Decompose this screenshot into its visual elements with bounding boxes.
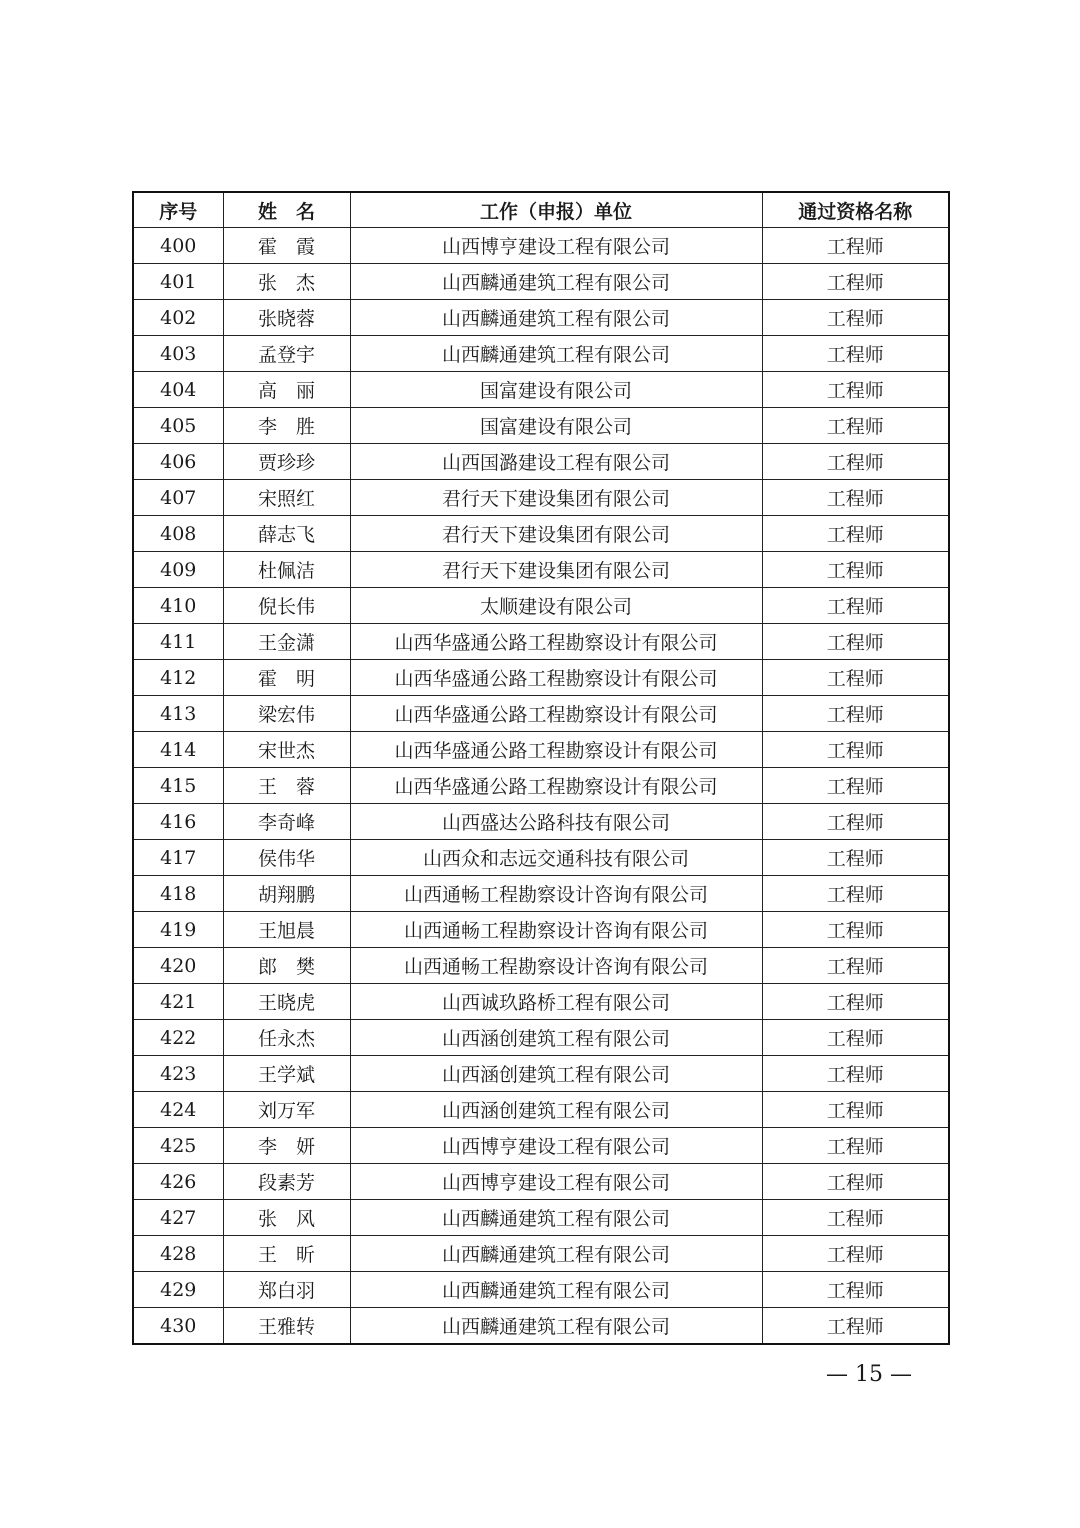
cell-work-unit: 山西涵创建筑工程有限公司 xyxy=(350,1020,762,1056)
cell-name: 王 蓉 xyxy=(223,768,350,804)
cell-work-unit: 山西华盛通公路工程勘察设计有限公司 xyxy=(350,624,762,660)
cell-name: 孟登宇 xyxy=(223,336,350,372)
cell-work-unit: 国富建设有限公司 xyxy=(350,408,762,444)
cell-name: 张 杰 xyxy=(223,264,350,300)
cell-name: 王旭晨 xyxy=(223,912,350,948)
cell-name: 倪长伟 xyxy=(223,588,350,624)
cell-work-unit: 山西麟通建筑工程有限公司 xyxy=(350,1308,762,1345)
table-row xyxy=(133,588,949,624)
cell-qualification: 工程师 xyxy=(762,444,949,480)
cell-work-unit: 山西麟通建筑工程有限公司 xyxy=(350,264,762,300)
cell-qualification: 工程师 xyxy=(762,1128,949,1164)
cell-serial-number: 414 xyxy=(133,732,223,768)
cell-name: 侯伟华 xyxy=(223,840,350,876)
cell-qualification: 工程师 xyxy=(762,372,949,408)
cell-qualification: 工程师 xyxy=(762,1092,949,1128)
cell-work-unit: 君行天下建设集团有限公司 xyxy=(350,552,762,588)
cell-serial-number: 407 xyxy=(133,480,223,516)
cell-work-unit: 山西通畅工程勘察设计咨询有限公司 xyxy=(350,912,762,948)
cell-qualification: 工程师 xyxy=(762,1164,949,1200)
cell-qualification: 工程师 xyxy=(762,228,949,264)
cell-qualification: 工程师 xyxy=(762,1020,949,1056)
cell-serial-number: 401 xyxy=(133,264,223,300)
cell-qualification: 工程师 xyxy=(762,624,949,660)
cell-name: 李 胜 xyxy=(223,408,350,444)
cell-work-unit: 山西盛达公路科技有限公司 xyxy=(350,804,762,840)
cell-serial-number: 427 xyxy=(133,1200,223,1236)
cell-name: 刘万军 xyxy=(223,1092,350,1128)
cell-serial-number: 415 xyxy=(133,768,223,804)
cell-work-unit: 山西博亨建设工程有限公司 xyxy=(350,228,762,264)
cell-qualification: 工程师 xyxy=(762,984,949,1020)
cell-serial-number: 410 xyxy=(133,588,223,624)
cell-qualification: 工程师 xyxy=(762,336,949,372)
table-body xyxy=(133,228,949,1345)
table-row xyxy=(133,408,949,444)
cell-serial-number: 409 xyxy=(133,552,223,588)
cell-work-unit: 山西涵创建筑工程有限公司 xyxy=(350,1092,762,1128)
cell-serial-number: 428 xyxy=(133,1236,223,1272)
cell-work-unit: 山西麟通建筑工程有限公司 xyxy=(350,1272,762,1308)
table-row xyxy=(133,840,949,876)
cell-serial-number: 413 xyxy=(133,696,223,732)
cell-name: 宋世杰 xyxy=(223,732,350,768)
cell-name: 王晓虎 xyxy=(223,984,350,1020)
cell-name: 薛志飞 xyxy=(223,516,350,552)
table-row xyxy=(133,1056,949,1092)
table-row xyxy=(133,336,949,372)
cell-work-unit: 山西国潞建设工程有限公司 xyxy=(350,444,762,480)
cell-work-unit: 国富建设有限公司 xyxy=(350,372,762,408)
cell-work-unit: 太顺建设有限公司 xyxy=(350,588,762,624)
cell-work-unit: 君行天下建设集团有限公司 xyxy=(350,480,762,516)
cell-qualification: 工程师 xyxy=(762,660,949,696)
table-row xyxy=(133,732,949,768)
cell-name: 段素芳 xyxy=(223,1164,350,1200)
table-row xyxy=(133,1272,949,1308)
cell-name: 郎 樊 xyxy=(223,948,350,984)
cell-serial-number: 403 xyxy=(133,336,223,372)
header-work-unit: 工作（申报）单位 xyxy=(350,192,762,228)
table-row xyxy=(133,696,949,732)
cell-serial-number: 430 xyxy=(133,1308,223,1345)
page-number: — 15 — xyxy=(826,1362,912,1387)
cell-qualification: 工程师 xyxy=(762,1056,949,1092)
table-row xyxy=(133,1308,949,1345)
table-row xyxy=(133,516,949,552)
table-row xyxy=(133,444,949,480)
cell-qualification: 工程师 xyxy=(762,1308,949,1345)
cell-name: 任永杰 xyxy=(223,1020,350,1056)
cell-qualification: 工程师 xyxy=(762,840,949,876)
cell-serial-number: 429 xyxy=(133,1272,223,1308)
cell-qualification: 工程师 xyxy=(762,948,949,984)
header-name: 姓 名 xyxy=(223,192,350,228)
cell-qualification: 工程师 xyxy=(762,588,949,624)
cell-qualification: 工程师 xyxy=(762,408,949,444)
qualification-table xyxy=(132,191,950,1345)
cell-work-unit: 山西华盛通公路工程勘察设计有限公司 xyxy=(350,768,762,804)
table-row xyxy=(133,660,949,696)
cell-serial-number: 422 xyxy=(133,1020,223,1056)
table-header-row xyxy=(133,192,949,228)
cell-name: 李奇峰 xyxy=(223,804,350,840)
cell-qualification: 工程师 xyxy=(762,480,949,516)
cell-name: 郑白羽 xyxy=(223,1272,350,1308)
cell-work-unit: 山西麟通建筑工程有限公司 xyxy=(350,336,762,372)
cell-name: 霍 明 xyxy=(223,660,350,696)
cell-work-unit: 山西涵创建筑工程有限公司 xyxy=(350,1056,762,1092)
cell-work-unit: 君行天下建设集团有限公司 xyxy=(350,516,762,552)
cell-qualification: 工程师 xyxy=(762,516,949,552)
cell-qualification: 工程师 xyxy=(762,804,949,840)
header-qualification: 通过资格名称 xyxy=(762,192,949,228)
cell-qualification: 工程师 xyxy=(762,732,949,768)
cell-serial-number: 421 xyxy=(133,984,223,1020)
cell-name: 贾珍珍 xyxy=(223,444,350,480)
cell-qualification: 工程师 xyxy=(762,1200,949,1236)
cell-qualification: 工程师 xyxy=(762,264,949,300)
cell-qualification: 工程师 xyxy=(762,696,949,732)
cell-name: 宋照红 xyxy=(223,480,350,516)
cell-work-unit: 山西诚玖路桥工程有限公司 xyxy=(350,984,762,1020)
cell-work-unit: 山西麟通建筑工程有限公司 xyxy=(350,300,762,336)
cell-qualification: 工程师 xyxy=(762,552,949,588)
cell-serial-number: 417 xyxy=(133,840,223,876)
table-row xyxy=(133,300,949,336)
cell-serial-number: 406 xyxy=(133,444,223,480)
table-row xyxy=(133,372,949,408)
cell-serial-number: 400 xyxy=(133,228,223,264)
cell-serial-number: 402 xyxy=(133,300,223,336)
table-row xyxy=(133,264,949,300)
cell-name: 李 妍 xyxy=(223,1128,350,1164)
cell-serial-number: 423 xyxy=(133,1056,223,1092)
table-row xyxy=(133,804,949,840)
cell-serial-number: 416 xyxy=(133,804,223,840)
table-row xyxy=(133,228,949,264)
cell-serial-number: 418 xyxy=(133,876,223,912)
table-row xyxy=(133,480,949,516)
table-row xyxy=(133,624,949,660)
cell-work-unit: 山西通畅工程勘察设计咨询有限公司 xyxy=(350,948,762,984)
table-row xyxy=(133,1128,949,1164)
cell-serial-number: 412 xyxy=(133,660,223,696)
cell-work-unit: 山西博亨建设工程有限公司 xyxy=(350,1164,762,1200)
cell-name: 王金潇 xyxy=(223,624,350,660)
cell-name: 王 昕 xyxy=(223,1236,350,1272)
table-row xyxy=(133,1092,949,1128)
cell-work-unit: 山西博亨建设工程有限公司 xyxy=(350,1128,762,1164)
header-serial-number: 序号 xyxy=(133,192,223,228)
cell-qualification: 工程师 xyxy=(762,300,949,336)
cell-name: 王雅转 xyxy=(223,1308,350,1345)
table-row xyxy=(133,552,949,588)
cell-serial-number: 426 xyxy=(133,1164,223,1200)
cell-work-unit: 山西华盛通公路工程勘察设计有限公司 xyxy=(350,732,762,768)
cell-work-unit: 山西众和志远交通科技有限公司 xyxy=(350,840,762,876)
cell-work-unit: 山西通畅工程勘察设计咨询有限公司 xyxy=(350,876,762,912)
cell-serial-number: 420 xyxy=(133,948,223,984)
cell-name: 霍 霞 xyxy=(223,228,350,264)
table-row xyxy=(133,912,949,948)
cell-name: 王学斌 xyxy=(223,1056,350,1092)
table-row xyxy=(133,984,949,1020)
cell-name: 梁宏伟 xyxy=(223,696,350,732)
cell-name: 张 风 xyxy=(223,1200,350,1236)
cell-serial-number: 404 xyxy=(133,372,223,408)
cell-work-unit: 山西华盛通公路工程勘察设计有限公司 xyxy=(350,660,762,696)
cell-qualification: 工程师 xyxy=(762,768,949,804)
cell-serial-number: 405 xyxy=(133,408,223,444)
table-row xyxy=(133,1236,949,1272)
table-row xyxy=(133,768,949,804)
table-row xyxy=(133,948,949,984)
cell-serial-number: 425 xyxy=(133,1128,223,1164)
table-row xyxy=(133,1020,949,1056)
table-row xyxy=(133,1200,949,1236)
cell-name: 高 丽 xyxy=(223,372,350,408)
cell-work-unit: 山西麟通建筑工程有限公司 xyxy=(350,1236,762,1272)
cell-qualification: 工程师 xyxy=(762,912,949,948)
cell-qualification: 工程师 xyxy=(762,876,949,912)
cell-serial-number: 408 xyxy=(133,516,223,552)
cell-work-unit: 山西麟通建筑工程有限公司 xyxy=(350,1200,762,1236)
cell-name: 胡翔鹏 xyxy=(223,876,350,912)
cell-name: 张晓蓉 xyxy=(223,300,350,336)
cell-qualification: 工程师 xyxy=(762,1272,949,1308)
cell-serial-number: 424 xyxy=(133,1092,223,1128)
table-row xyxy=(133,876,949,912)
table-row xyxy=(133,1164,949,1200)
cell-qualification: 工程师 xyxy=(762,1236,949,1272)
cell-serial-number: 419 xyxy=(133,912,223,948)
cell-name: 杜佩洁 xyxy=(223,552,350,588)
cell-serial-number: 411 xyxy=(133,624,223,660)
cell-work-unit: 山西华盛通公路工程勘察设计有限公司 xyxy=(350,696,762,732)
